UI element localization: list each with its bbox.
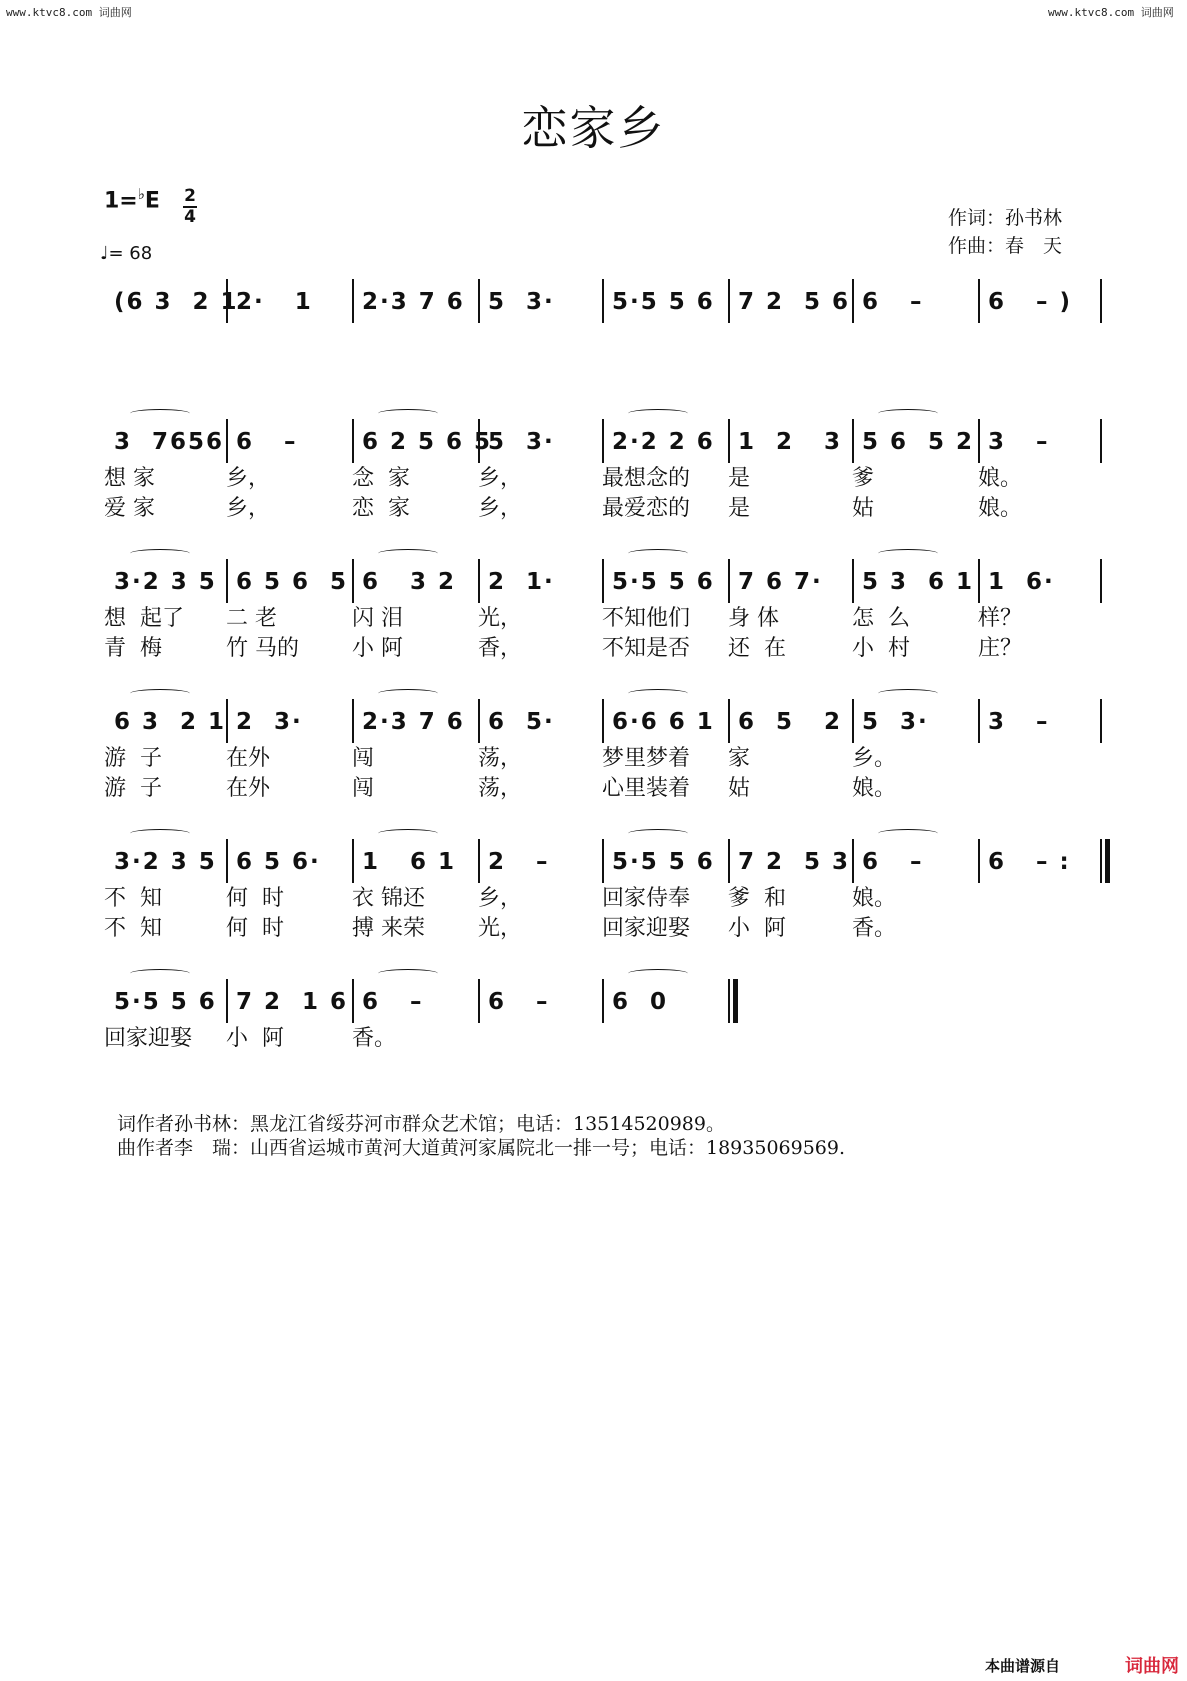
lyric-segment: 小 村 xyxy=(852,636,910,661)
measure: 5·5 5 6 xyxy=(612,849,715,875)
tempo-marking: ♩= 68 xyxy=(100,243,153,264)
time-signature-top: 2 xyxy=(184,186,196,206)
barline xyxy=(478,279,480,323)
measure: 3 – xyxy=(988,429,1050,455)
time-signature-bottom: 4 xyxy=(184,207,196,227)
measure: 2· 1 xyxy=(236,289,313,315)
lyric-segment: 爹 和 xyxy=(728,886,786,911)
final-barline xyxy=(733,979,738,1023)
measure: (6 3 2 1 xyxy=(114,289,239,315)
lyric-segment: 游 子 xyxy=(104,746,162,771)
slur xyxy=(130,689,190,698)
measure: 3·2 3 5 xyxy=(114,849,217,875)
measure: 6 – xyxy=(488,989,550,1015)
measure: 2 1· xyxy=(488,569,555,595)
staff-row xyxy=(100,419,1096,463)
barline xyxy=(728,419,730,463)
slur xyxy=(628,969,688,978)
measure: 6 5 6· xyxy=(236,849,321,875)
slur xyxy=(378,689,438,698)
measure: 3 – xyxy=(988,709,1050,735)
lyric-segment: 衣 锦还 xyxy=(352,886,425,911)
slur xyxy=(130,409,190,418)
barline xyxy=(602,419,604,463)
measure: 3·2 3 5 xyxy=(114,569,217,595)
measure: 6 – xyxy=(862,289,924,315)
measure: 2 – xyxy=(488,849,550,875)
barline xyxy=(226,979,228,1023)
measure: 5 3· xyxy=(862,709,929,735)
lyric-segment: 娘。 xyxy=(852,886,897,911)
lyric-segment: 光， xyxy=(478,606,523,631)
measure: 1 6 1 xyxy=(362,849,457,875)
barline xyxy=(602,839,604,883)
barline xyxy=(478,559,480,603)
slur xyxy=(628,689,688,698)
barline xyxy=(602,699,604,743)
lyric-segment: 何 时 xyxy=(226,916,284,941)
barline xyxy=(478,699,480,743)
lyric-segment: 是 xyxy=(728,496,751,521)
measure: 2 3· xyxy=(236,709,303,735)
lyric-segment: 不 知 xyxy=(104,886,162,911)
barline xyxy=(852,419,854,463)
measure: 6 – xyxy=(362,989,424,1015)
lyric-segment: 爹 xyxy=(852,466,875,491)
barline xyxy=(728,839,730,883)
time-signature xyxy=(183,188,197,226)
lyric-segment: 二 老 xyxy=(226,606,277,631)
lyric-segment: 梦里梦着 xyxy=(602,746,691,771)
lyric-segment: 不知是否 xyxy=(602,636,691,661)
measure: 6 5 2 xyxy=(738,709,843,735)
key-note: E xyxy=(144,188,160,214)
lyric-segment: 在外 xyxy=(226,776,271,801)
lyric-segment: 身 体 xyxy=(728,606,779,631)
lyric-segment: 青 梅 xyxy=(104,636,162,661)
lyric-segment: 香， xyxy=(478,636,523,661)
lyric-segment: 庄？ xyxy=(978,636,1023,661)
measure: 5 3 6 1 xyxy=(862,569,975,595)
song-title: 恋家乡 xyxy=(521,101,666,155)
measure: 2·3 7 6 xyxy=(362,709,465,735)
watermark-right: www.ktvc8.com 词曲网 xyxy=(1048,6,1174,19)
watermark-left: www.ktvc8.com 词曲网 xyxy=(6,6,132,19)
slur xyxy=(378,969,438,978)
lyric-segment: 念 家 xyxy=(352,466,410,491)
measure: 7 2 5 3 xyxy=(738,849,851,875)
measure: 5·5 5 6 xyxy=(612,289,715,315)
lyric-segment: 小 阿 xyxy=(352,636,403,661)
measure: 6 – : xyxy=(988,849,1071,875)
lyric-segment: 乡， xyxy=(478,496,523,521)
composer-credit: 作曲：春 天 xyxy=(948,235,1063,257)
measure: 6 – xyxy=(236,429,298,455)
end-barline xyxy=(1100,699,1102,743)
lyric-segment: 乡， xyxy=(478,886,523,911)
lyric-segment: 小 阿 xyxy=(728,916,786,941)
lyric-segment: 闯 xyxy=(352,776,375,801)
end-barline xyxy=(1100,419,1102,463)
barline xyxy=(852,699,854,743)
lyric-segment: 心里装着 xyxy=(602,776,691,801)
measure: 5·5 5 6 xyxy=(612,569,715,595)
barline xyxy=(852,279,854,323)
measure: 1 6· xyxy=(988,569,1055,595)
lyric-segment: 乡。 xyxy=(852,746,897,771)
lyric-segment: 回家迎娶 xyxy=(602,916,691,941)
barline xyxy=(852,839,854,883)
end-barline xyxy=(1100,559,1102,603)
lyric-segment: 搏 来荣 xyxy=(352,916,425,941)
staff-row xyxy=(100,559,1096,603)
measure: 6 5 6 5 xyxy=(236,569,349,595)
lyric-segment: 怎 么 xyxy=(852,606,910,631)
barline xyxy=(226,559,228,603)
lyric-segment: 闯 xyxy=(352,746,375,771)
measure: 6 – xyxy=(862,849,924,875)
lyric-segment: 爱 家 xyxy=(104,496,155,521)
measure: 6 0 xyxy=(612,989,669,1015)
slur xyxy=(628,409,688,418)
lyric-segment: 是 xyxy=(728,466,751,491)
brand-logo[interactable]: 词曲网 xyxy=(1125,1656,1179,1677)
lyric-segment: 回家迎娶 xyxy=(104,1026,193,1051)
measure: 6·6 6 1 xyxy=(612,709,715,735)
lyric-segment: 不知他们 xyxy=(602,606,691,631)
slur xyxy=(628,829,688,838)
barline xyxy=(978,559,980,603)
slur xyxy=(628,549,688,558)
measure: 5 3· xyxy=(488,289,555,315)
lyric-segment: 香。 xyxy=(852,916,897,941)
lyric-segment: 乡， xyxy=(226,466,271,491)
measure: 1 2 3 xyxy=(738,429,843,455)
measure: 6 3 2 1 xyxy=(114,709,227,735)
lyric-segment: 光， xyxy=(478,916,523,941)
barline xyxy=(352,279,354,323)
lyric-segment: 荡， xyxy=(478,776,523,801)
slur xyxy=(878,829,938,838)
lyric-segment: 想 起了 xyxy=(104,606,184,631)
measure: 6 2 5 6 5 xyxy=(362,429,493,455)
slur xyxy=(378,549,438,558)
slur xyxy=(878,689,938,698)
barline xyxy=(352,559,354,603)
barline xyxy=(978,279,980,323)
measure: 6 3 2 xyxy=(362,569,457,595)
staff-row xyxy=(100,839,1096,883)
lyric-segment: 最想念的 xyxy=(602,466,691,491)
composer-contact: 曲作者李 瑞：山西省运城市黄河大道黄河家属院北一排一号；电话：18935069569. xyxy=(117,1137,846,1159)
key-signature xyxy=(104,185,160,213)
lyric-segment: 竹 马的 xyxy=(226,636,299,661)
lyricist-contact: 词作者孙书林：黑龙江省绥芬河市群众艺术馆；电话：13514520989。 xyxy=(117,1113,725,1135)
barline xyxy=(352,839,354,883)
lyric-segment: 荡， xyxy=(478,746,523,771)
source-label: 本曲谱源自 xyxy=(985,1657,1061,1675)
end-barline xyxy=(1100,279,1102,323)
measure: 3 7656 xyxy=(114,429,225,455)
lyric-segment: 娘。 xyxy=(978,496,1023,521)
slur xyxy=(130,549,190,558)
lyric-segment: 回家侍奉 xyxy=(602,886,691,911)
staff-row xyxy=(100,279,1096,323)
lyric-segment: 在外 xyxy=(226,746,271,771)
measure: 5·5 5 6 xyxy=(114,989,217,1015)
barline xyxy=(728,559,730,603)
barline xyxy=(978,699,980,743)
barline xyxy=(602,979,604,1023)
barline xyxy=(478,979,480,1023)
end-barline xyxy=(1100,839,1102,883)
lyric-segment: 闪 泪 xyxy=(352,606,403,631)
lyric-segment: 样？ xyxy=(978,606,1023,631)
lyric-segment: 不 知 xyxy=(104,916,162,941)
flat-sign: ♭ xyxy=(137,185,145,203)
lyric-segment: 最爱恋的 xyxy=(602,496,691,521)
barline xyxy=(728,279,730,323)
measure: 2·2 2 6 xyxy=(612,429,715,455)
measure: 7 2 5 6 xyxy=(738,289,851,315)
barline xyxy=(352,979,354,1023)
lyric-segment: 乡， xyxy=(478,466,523,491)
barline xyxy=(978,839,980,883)
barline xyxy=(226,419,228,463)
measure: 5 6 5 2 xyxy=(862,429,975,455)
lyric-segment: 想 家 xyxy=(104,466,155,491)
measure: 2·3 7 6 xyxy=(362,289,465,315)
slur xyxy=(878,549,938,558)
measure: 5 3· xyxy=(488,429,555,455)
slur xyxy=(378,829,438,838)
measure: 6 – ) xyxy=(988,289,1073,315)
staff-row xyxy=(100,979,1096,1023)
lyric-segment: 乡， xyxy=(226,496,271,521)
measure: 6 5· xyxy=(488,709,555,735)
measure: 7 6 7· xyxy=(738,569,823,595)
key-prefix: 1= xyxy=(104,188,138,214)
lyric-segment: 姑 xyxy=(728,776,751,801)
lyric-segment: 娘。 xyxy=(978,466,1023,491)
barline xyxy=(978,419,980,463)
barline xyxy=(226,839,228,883)
slur xyxy=(378,409,438,418)
lyric-segment: 姑 xyxy=(852,496,875,521)
barline xyxy=(352,419,354,463)
barline xyxy=(478,839,480,883)
slur xyxy=(878,409,938,418)
barline xyxy=(602,279,604,323)
lyric-segment: 还 在 xyxy=(728,636,786,661)
lyricist-credit: 作词：孙书林 xyxy=(948,207,1063,229)
barline xyxy=(728,699,730,743)
barline xyxy=(602,559,604,603)
staff-row xyxy=(100,699,1096,743)
barline xyxy=(352,699,354,743)
lyric-segment: 恋 家 xyxy=(352,496,410,521)
lyric-segment: 香。 xyxy=(352,1026,397,1051)
barline xyxy=(852,559,854,603)
measure: 7 2 1 6 xyxy=(236,989,349,1015)
lyric-segment: 小 阿 xyxy=(226,1026,284,1051)
lyric-segment: 娘。 xyxy=(852,776,897,801)
slur xyxy=(130,969,190,978)
repeat-barline xyxy=(1105,839,1110,883)
slur xyxy=(130,829,190,838)
end-barline xyxy=(728,979,730,1023)
barline xyxy=(226,699,228,743)
lyric-segment: 游 子 xyxy=(104,776,162,801)
lyric-segment: 家 xyxy=(728,746,751,771)
lyric-segment: 何 时 xyxy=(226,886,284,911)
